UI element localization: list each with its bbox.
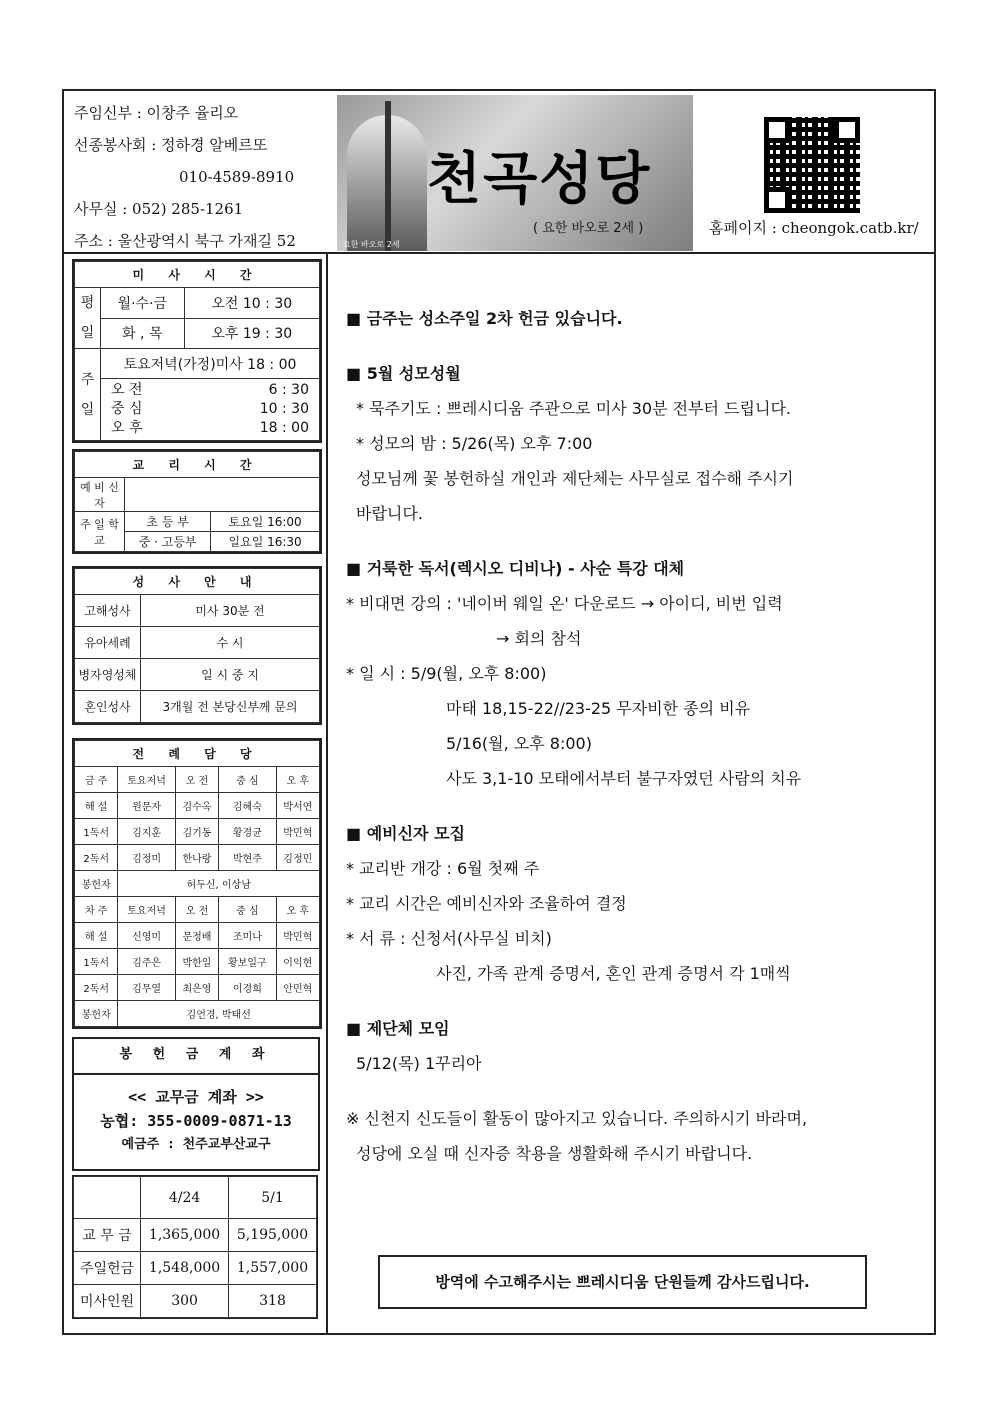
liturgy-cell: 박현주 [219, 845, 276, 871]
notice-date-2: 5/16(월, 오후 8:00) [446, 734, 592, 753]
council-text: 선종봉사회 : 정하경 알베르또 [74, 136, 268, 154]
sunday-mass-name: 오 후 [111, 420, 143, 436]
liturgy-cell: 김정미 [118, 845, 175, 871]
patron-text: ( 요한 바오로 2세 ) [533, 221, 644, 236]
liturgy-cell: 오 전 [175, 767, 218, 793]
liturgy-cell: 이경희 [219, 975, 276, 1001]
sunday-mass-name: 오 전 [111, 382, 143, 398]
offertory-names: 김언경, 박태선 [118, 1001, 320, 1027]
liturgy-cell: 김혜숙 [219, 793, 276, 819]
offering-title: 봉 헌 금 계 좌 [74, 1039, 318, 1075]
liturgy-cell: 김주은 [118, 949, 175, 975]
stats-header: 4/24 [141, 1177, 229, 1219]
liturgy-cell: 김지훈 [118, 819, 175, 845]
notice-online-lecture: * 비대면 강의 : '네이버 웨일 온' 다운로드 → 아이디, 비번 입력 [346, 594, 783, 613]
weekday-label: 평일 [75, 288, 101, 349]
notice-reading-1: 마태 18,15-22//23-25 무자비한 종의 비유 [446, 699, 751, 718]
liturgy-cell: 오 후 [276, 767, 319, 793]
notice-warning-2: 성당에 오실 때 신자증 착용을 생활화해 주시기 바랍니다. [356, 1144, 753, 1163]
notice-documents: * 서 류 : 신청서(사무실 비치) [346, 929, 552, 948]
liturgy-cell: 김수옥 [175, 793, 218, 819]
liturgy-cell: 이익현 [276, 949, 319, 975]
sunday-mass-time: 10 : 30 [259, 401, 309, 417]
sacrament-name: 고해성사 [75, 595, 141, 627]
offertory-names: 허두신, 이상남 [118, 871, 320, 897]
stats-value: 1,557,000 [229, 1252, 317, 1285]
liturgy-cell: 2독서 [75, 975, 118, 1001]
liturgy-cell: 신영미 [118, 923, 175, 949]
catechism-time: 토요일 16:00 [211, 512, 320, 532]
sacrament-value: 3개월 전 본당신부께 문의 [141, 691, 320, 723]
account-number: 농협: 355-0009-0871-13 [100, 1112, 292, 1130]
liturgy-cell: 1독서 [75, 949, 118, 975]
notice-groups-title: ■ 제단체 모임 [346, 1019, 450, 1038]
liturgy-cell: 박서연 [276, 793, 319, 819]
sunday-mass-time: 18 : 00 [259, 420, 309, 436]
stats-label: 주일헌금 [74, 1252, 141, 1285]
notice-curia: 5/12(목) 1꾸리아 [356, 1054, 482, 1073]
stats-header [74, 1177, 141, 1219]
church-banner [337, 95, 693, 251]
sacrament-name: 병자영성체 [75, 659, 141, 691]
liturgy-title: 전 례 담 당 [75, 741, 320, 767]
liturgy-cell: 김기동 [175, 819, 218, 845]
stats-value: 1,548,000 [141, 1252, 229, 1285]
liturgy-cell: 해 설 [75, 793, 118, 819]
catechism-group: 중 · 고등부 [125, 532, 211, 552]
sacraments-box [72, 566, 322, 725]
notice-rosary: * 묵주기도 : 쁘레시디움 주관으로 미사 30분 전부터 드립니다. [356, 399, 792, 418]
saturday-mass: 토요저녁(가정)미사 18 : 00 [101, 349, 320, 379]
notice-may-title: ■ 5월 성모성월 [346, 364, 461, 383]
account-holder: 예금주 : 천주교부산교구 [121, 1137, 271, 1152]
liturgy-cell: 황경균 [219, 819, 276, 845]
liturgy-cell: 금 주 [75, 767, 118, 793]
contact-info [74, 97, 329, 257]
sunday-label: 주일 [75, 349, 101, 441]
school-label: 주 일 학 교 [75, 512, 125, 552]
notice-join-meeting: → 회의 참석 [496, 629, 582, 648]
sacraments-title: 성 사 안 내 [75, 569, 320, 595]
catechism-box [72, 449, 322, 554]
liturgy-cell: 최은영 [175, 975, 218, 1001]
notice-schedule: * 일 시 : 5/9(월, 오후 8:00) [346, 664, 547, 683]
liturgy-box [72, 738, 322, 1029]
notice-class-start: * 교리반 개강 : 6월 첫째 주 [346, 859, 540, 878]
sacrament-value: 수 시 [141, 627, 320, 659]
column-divider [326, 254, 328, 1335]
sunday-mass-time: 6 : 30 [268, 382, 309, 398]
liturgy-cell: 차 주 [75, 897, 118, 923]
notice-vocation: ■ 금주는 성소주일 2차 헌금 있습니다. [346, 309, 623, 328]
catechism-group: 초 등 부 [125, 512, 211, 532]
liturgy-cell: 2독서 [75, 845, 118, 871]
sacrament-value: 일 시 중 지 [141, 659, 320, 691]
weekday-time: 오후 19 : 30 [184, 318, 319, 349]
notice-warning: ※ 신천지 신도들이 활동이 많아지고 있습니다. 주의하시기 바라며, [346, 1109, 808, 1128]
liturgy-cell: 해 설 [75, 923, 118, 949]
qr-code-icon[interactable] [764, 117, 860, 213]
bulletin-header [64, 91, 934, 254]
liturgy-cell: 원문자 [118, 793, 175, 819]
church-name: 천곡성당 [427, 146, 652, 212]
council-phone: 010-4589-8910 [179, 168, 295, 186]
offering-account-box [72, 1037, 320, 1171]
sacrament-name: 유아세례 [75, 627, 141, 659]
crosier-image [385, 101, 391, 251]
liturgy-cell: 박민혁 [276, 923, 319, 949]
sunday-mass-name: 중 심 [111, 401, 143, 417]
homepage-link[interactable]: 홈페이지 : cheongok.catb.kr/ [709, 219, 919, 237]
notice-documents-list: 사진, 가족 관계 증명서, 혼인 관계 증명서 각 1매씩 [436, 964, 791, 983]
liturgy-cell: 1독서 [75, 819, 118, 845]
liturgy-cell: 문정배 [175, 923, 218, 949]
stats-value: 5,195,000 [229, 1219, 317, 1252]
sacrament-value: 미사 30분 전 [141, 595, 320, 627]
stats-value: 300 [141, 1285, 229, 1318]
liturgy-cell: 한나랑 [175, 845, 218, 871]
mass-times-title: 미 사 시 간 [75, 262, 320, 288]
liturgy-cell: 중 심 [219, 897, 276, 923]
notice-class-time: * 교리 시간은 예비신자와 조율하여 결정 [346, 894, 627, 913]
liturgy-cell: 중 심 [219, 767, 276, 793]
mass-times-box [72, 259, 322, 443]
weekday-days: 화 , 목 [101, 318, 185, 349]
liturgy-cell: 토요저녁 [118, 767, 175, 793]
catechumen-label: 예 비 신 자 [75, 478, 125, 512]
liturgy-cell: 오 전 [175, 897, 218, 923]
offertory-label: 봉헌자 [75, 1001, 118, 1027]
stats-value: 318 [229, 1285, 317, 1318]
bulletin-frame [62, 89, 936, 1335]
notice-lectio-title: ■ 거룩한 독서(렉시오 디비나) - 사순 특강 대체 [346, 559, 685, 578]
stats-label: 미사인원 [74, 1285, 141, 1318]
thanks-box: 방역에 수고해주시는 쁘레시디움 단원들께 감사드립니다. [378, 1255, 867, 1309]
liturgy-cell: 황보일구 [219, 949, 276, 975]
stats-value: 1,365,000 [141, 1219, 229, 1252]
weekday-time: 오전 10 : 30 [184, 288, 319, 319]
liturgy-cell: 박민혁 [276, 819, 319, 845]
stats-label: 교 무 금 [74, 1219, 141, 1252]
catechumen-value [125, 478, 320, 512]
offertory-label: 봉헌자 [75, 871, 118, 897]
catechism-title: 교 리 시 간 [75, 452, 320, 478]
sacrament-name: 혼인성사 [75, 691, 141, 723]
photo-caption: 요한 바오로 2세 [343, 240, 400, 249]
office-phone: 사무실 : 052) 285-1261 [74, 200, 244, 218]
weekday-days: 월·수·금 [101, 288, 185, 319]
liturgy-cell: 김정민 [276, 845, 319, 871]
notice-flower-end: 바랍니다. [356, 504, 423, 523]
notices [346, 301, 936, 1171]
liturgy-cell: 조미나 [219, 923, 276, 949]
notice-flower: 성모님께 꽃 봉헌하실 개인과 제단체는 사무실로 접수해 주시기 [356, 469, 794, 488]
account-heading: << 교무금 계좌 >> [128, 1088, 264, 1106]
notice-reading-2: 사도 3,1-10 모태에서부터 불구자였던 사람의 치유 [446, 769, 802, 788]
liturgy-cell: 김무열 [118, 975, 175, 1001]
offering-stats-box [72, 1175, 318, 1319]
liturgy-cell: 박한일 [175, 949, 218, 975]
catechism-time: 일요일 16:30 [211, 532, 320, 552]
pastor-text: 주임신부 : 이창주 율리오 [74, 104, 239, 122]
liturgy-cell: 안민혁 [276, 975, 319, 1001]
notice-catechumen-title: ■ 예비신자 모집 [346, 824, 465, 843]
notice-marian-night: * 성모의 밤 : 5/26(목) 오후 7:00 [356, 434, 593, 453]
liturgy-cell: 오 후 [276, 897, 319, 923]
address-text: 주소 : 울산광역시 북구 가재길 52 [74, 232, 296, 250]
stats-header: 5/1 [229, 1177, 317, 1219]
liturgy-cell: 토요저녁 [118, 897, 175, 923]
